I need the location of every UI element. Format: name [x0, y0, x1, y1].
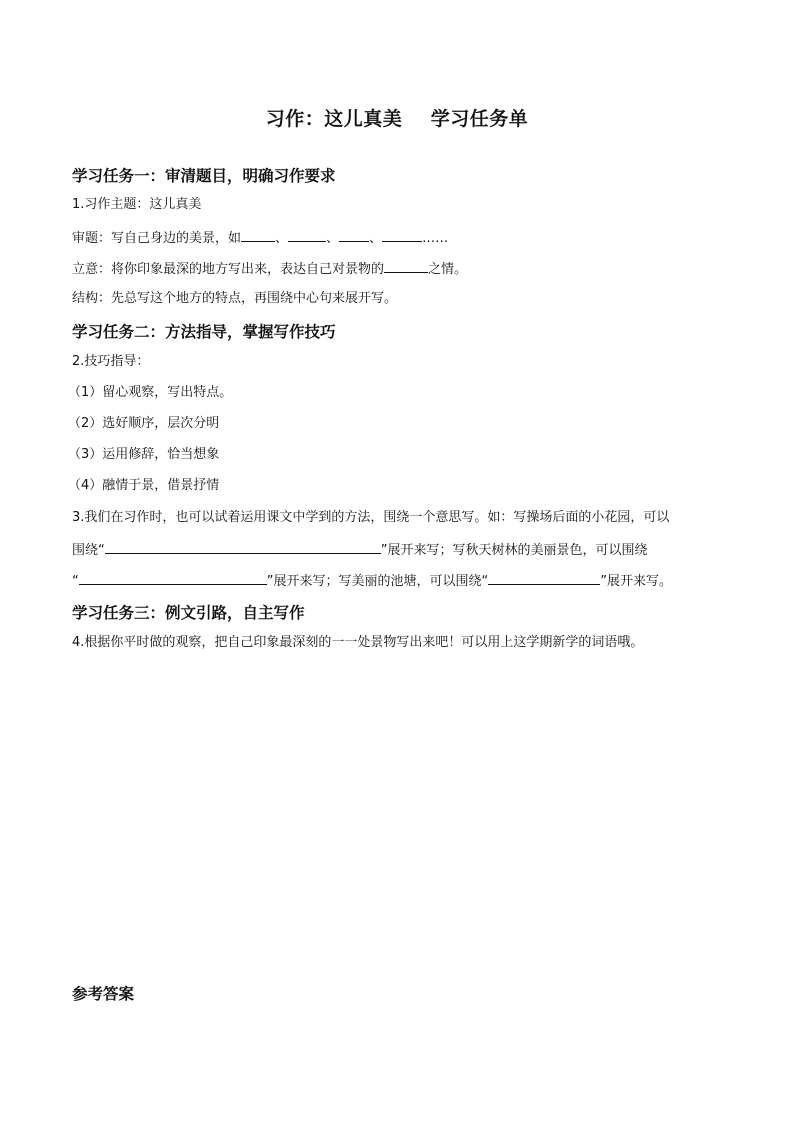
task1-shenti	[72, 228, 448, 248]
task2-heading: 学习任务二：方法指导，掌握写作技巧	[72, 322, 336, 341]
task3-q4: 4.根据你平时做的观察，把自己印象最深刻的一一处景物写出来吧！可以用上这学期新学的词语哦。	[72, 635, 644, 650]
q3-l3-prefix: “	[72, 574, 79, 589]
shenti-prefix: 审题：写自己身边的美景，如	[72, 231, 242, 246]
task1-jiegou: 结构：先总写这个地方的特点，再围绕中心句来展开写。	[72, 291, 398, 306]
q3-l2-prefix: 围绕“	[72, 543, 105, 558]
q3-line3	[72, 571, 672, 591]
task2-intro: 2.技巧指导：	[72, 354, 150, 369]
separator: 、	[275, 231, 289, 246]
q3-l3-suffix: ”展开来写。	[600, 574, 672, 589]
blank-scene-3	[339, 228, 369, 242]
blank-scene-2	[288, 228, 326, 242]
blank-garden	[105, 540, 381, 554]
liyi-prefix: 立意：将你印象最深的地方写出来，表达自己对景物的	[72, 262, 385, 277]
liyi-suffix: 之情。	[428, 262, 468, 277]
q3-l3-mid: ”展开来写；写美丽的池塘，可以围绕“	[266, 574, 489, 589]
task1-heading: 学习任务一：审清题目，明确习作要求	[72, 166, 336, 185]
tip-item-3: （3）运用修辞，恰当想象	[68, 447, 220, 462]
answers-heading: 参考答案	[72, 984, 135, 1003]
task1-liyi	[72, 259, 467, 279]
page-title: 习作：这儿真美 学习任务单	[265, 108, 529, 130]
blank-pond	[488, 571, 600, 585]
task1-theme: 1.习作主题：这儿真美	[72, 197, 202, 212]
q3-line1: 3.我们在习作时，也可以试着运用课文中学到的方法，围绕一个意思写。如：写操场后面的小花园，可以	[72, 510, 670, 525]
tip-item-1: （1）留心观察，写出特点。	[68, 385, 233, 400]
q3-line2	[72, 540, 648, 560]
tip-item-2: （2）选好顺序，层次分明	[68, 416, 220, 431]
blank-scene-4	[382, 228, 422, 242]
tip-item-4: （4）融情于景，借景抒情	[68, 478, 220, 493]
blank-scene-1	[241, 228, 275, 242]
task3-heading: 学习任务三：例文引路，自主写作	[72, 603, 305, 622]
blank-autumn-forest	[79, 571, 267, 585]
separator: 、	[369, 231, 383, 246]
ellipsis: ……	[422, 231, 449, 246]
separator: 、	[326, 231, 340, 246]
q3-l2-suffix: ”展开来写；写秋天树林的美丽景色，可以围绕	[380, 543, 648, 558]
blank-feeling	[384, 259, 428, 273]
